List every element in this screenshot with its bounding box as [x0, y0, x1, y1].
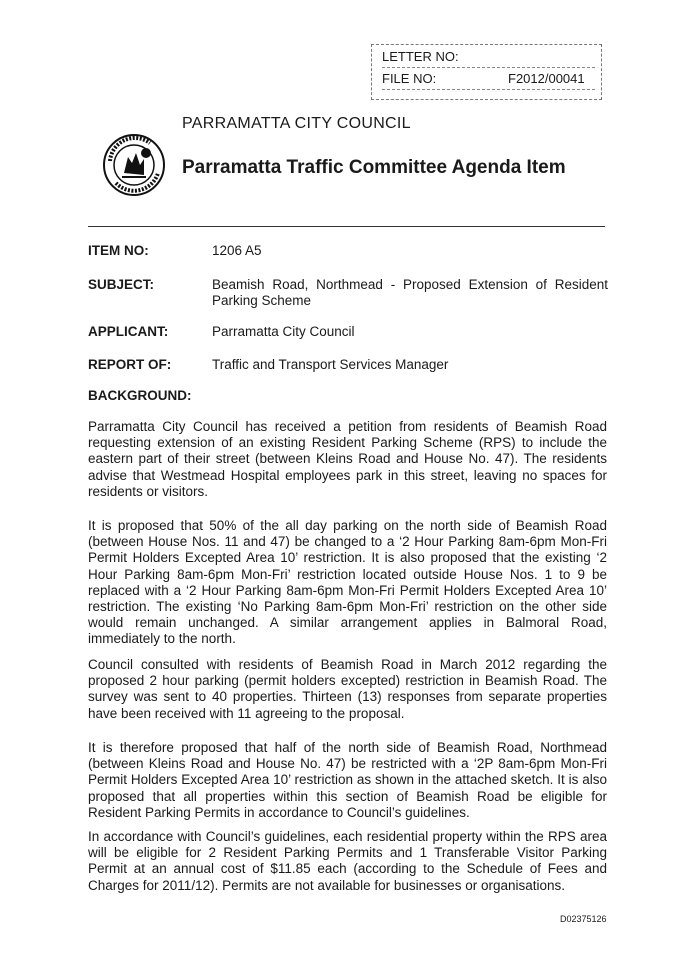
- letter-no-row: [382, 47, 595, 68]
- file-no-label: FILE NO:: [382, 71, 437, 86]
- background-paragraph-1: Parramatta City Council has received a petition from residents of Beamish Road requesting extension of an existing Resident Parking Scheme (RPS) to include the eastern part of their street (between Kleins Road and House No. 47). The residents advise that Westmead Hospital employees park in this street, leaving no spaces for residents or visitors.: [88, 419, 607, 499]
- background-paragraph-3: Council consulted with residents of Beamish Road in March 2012 regarding the proposed 2 hour parking (permit holders excepted) restriction in Beamish Road. The survey was sent to 40 properties. Thirteen (13) responses from separate properties have been received with 11 agreeing to the proposal.: [88, 657, 607, 721]
- background-paragraph-2: It is proposed that 50% of the all day parking on the north side of Beamish Road (between House Nos. 11 and 47) be changed to a ‘2 Hour Parking 8am-6pm Mon-Fri Permit Holders Excepted Area 10’ restriction. It is also proposed that the existing ‘2 Hour Parking 8am-6pm Mon-Fri’ restriction located outside House Nos. 1 to 9 be replaced with a ‘2 Hour Parking 8am-6pm Mon-Fri Permit Holders Excepted Area 10’ restriction. The existing ‘No Parking 8am-6pm Mon-Fri’ restriction on the other side would remain unchanged. A similar arrangement applies in Balmoral Road, immediately to the north.: [88, 518, 607, 647]
- document-id: D02375126: [560, 914, 607, 924]
- item-no-label: ITEM NO:: [88, 243, 149, 258]
- header-divider: [88, 226, 605, 227]
- council-name: PARRAMATTA CITY COUNCIL: [182, 115, 411, 132]
- reference-box: [371, 44, 602, 100]
- background-heading: BACKGROUND:: [88, 388, 192, 403]
- report-of-value: Traffic and Transport Services Manager: [212, 357, 449, 372]
- subject-label: SUBJECT:: [88, 277, 155, 292]
- document-title: Parramatta Traffic Committee Agenda Item: [182, 157, 566, 178]
- report-of-label: REPORT OF:: [88, 357, 172, 372]
- council-seal-icon: [102, 133, 166, 197]
- file-no-row: [382, 69, 595, 90]
- subject-value: Beamish Road, Northmead - Proposed Extension of Resident Parking Scheme: [212, 277, 608, 308]
- item-no-value: 1206 A5: [212, 243, 262, 258]
- background-paragraph-5: In accordance with Council’s guidelines, each residential property within the RPS area will be eligible for 2 Resident Parking Permits and 1 Transferable Visitor Parking Permit at an annual cost of $11.85 each (according to the Schedule of Fees and Charges for 2011/12). Permits are not available for businesses or organisations.: [88, 829, 607, 893]
- file-no-value: F2012/00041: [508, 71, 585, 86]
- applicant-label: APPLICANT:: [88, 324, 169, 339]
- background-paragraph-4: It is therefore proposed that half of the north side of Beamish Road, Northmead (between Kleins Road and House No. 47) be restricted with a ‘2P 8am-6pm Mon-Fri Permit Holders Excepted Area 10’ restriction as shown in the attached sketch. It is also proposed that all properties within this section of Beamish Road be eligible for Resident Parking Permits in accordance to Council’s guidelines.: [88, 740, 607, 820]
- letter-no-label: LETTER NO:: [382, 49, 459, 64]
- applicant-value: Parramatta City Council: [212, 324, 355, 339]
